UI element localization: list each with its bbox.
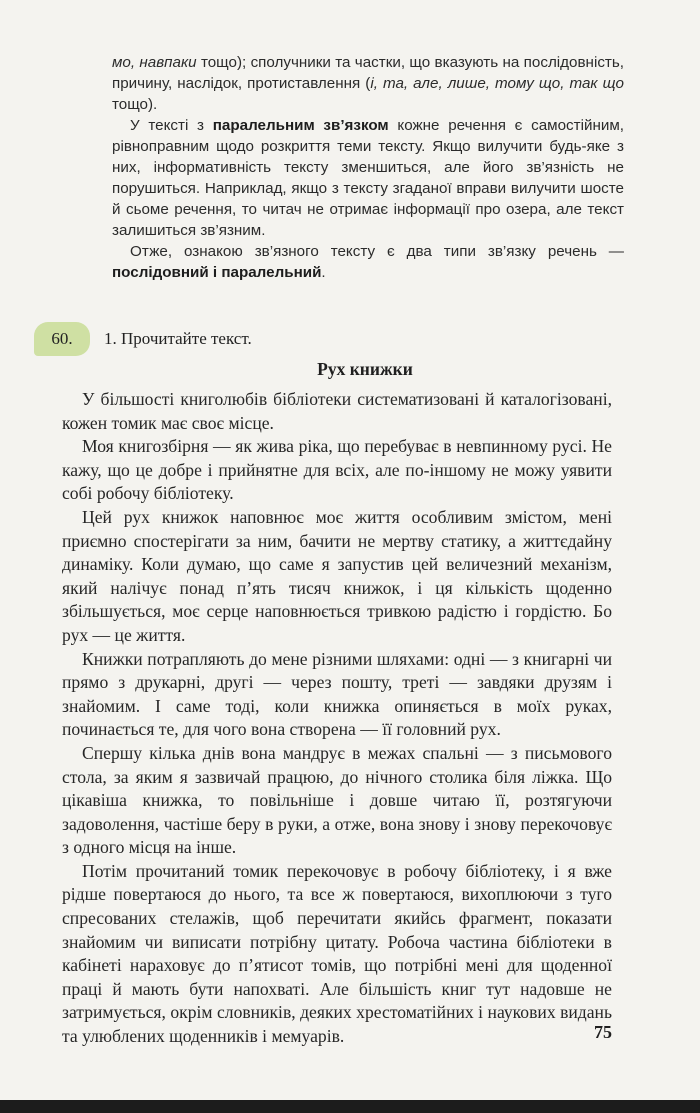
theory-conjunctions: і, та, але, лише, тому що, так що <box>370 75 624 92</box>
term-parallel: паралельний <box>221 264 322 281</box>
story-paragraph: Книжки потрапляють до мене різними шляхами: одні — з книгарні чи прямо з друкарні, другі — через пошту, треті — завдяки друзям і знайомим. І саме тоді, коли книжка опиняється в моїх руках, починається те, для чого вона створена — її головний рух. <box>62 648 612 740</box>
theory-paragraph-1: мо, навпаки тощо); сполучники та частки, що вказують на послідовність, причину, наслідок, протиставлення (і, та, але, лише, тому що, так що тощо). <box>112 54 625 113</box>
story-paragraph: Моя книгозбірня — як жива ріка, що перебуває в невпинному русі. Не кажу, що це добре і прийнятне для всіх, але по-іншому не можу уявити собі робочу бібліотеку. <box>62 436 612 504</box>
theory-example-words: мо, навпаки <box>112 54 197 71</box>
scan-edge <box>0 1100 700 1113</box>
story-paragraph: Спершу кілька днів вона мандрує в межах спальні — з письмового стола, за яким я зазвичай працюю, до нічного столика біля ліжка. Що цікавіша книжка, то повільніше і довше читаю її, розтягуючи задоволення, частіше беру в руки, а отже, вона знову і знову перекочовує з одного місця на інше. <box>62 742 612 858</box>
story-paragraph: Цей рух книжок наповнює моє життя особливим змістом, мені приємно спостерігати за ним, бачити не мертву статику, а життєдайну динаміку. Коли думаю, що саме я запустив цей величезний механізм, який налічує понад п’ять тисяч книжок, і ця кількість щоденно збільшується, моє серце наповнюється тривкою радістю і гордістю. Бо рух — це життя. <box>62 506 612 645</box>
story-paragraph: У більшості книголюбів бібліотеки систематизовані й каталогізовані, кожен томик має своє місце. <box>62 389 612 433</box>
story-text <box>62 388 612 1049</box>
term-parallel-link: паралельним зв’язком <box>212 117 389 134</box>
page-number: 75 <box>594 1022 612 1042</box>
theory-paragraph-3: Отже, ознакою зв’язного тексту є два типи зв’язку речень — послідовний і паралельний. <box>112 243 624 281</box>
theory-block <box>112 52 624 283</box>
exercise-number-badge: 60. <box>34 322 90 356</box>
story-paragraph: Потім прочитаний томик перекочовує в робочу бібліотеку, і я вже рідше повертаюся до нього, та все ж повертаюся, вихоплюючи з туго спресованих стелажів, щоб перечитати якийсь фрагмент, показати знайомим чи виписати потрібну цитату. Робоча частина бібліотеки в кабінеті нараховує до п’ятисот томів, що потрібні мені для щоденної праці й мають бути напохваті. Але більшість книг тут надовше не затримується, окрім словників, деяких хрестоматійних і наукових видань та улюблених щоденників і мемуарів. <box>62 860 612 1047</box>
exercise-task: 1. Прочитайте текст. <box>104 329 252 348</box>
term-sequential: послідовний <box>112 264 209 281</box>
theory-paragraph-2: У тексті з паралельним зв’язком кожне речення є самостійним, рівноправним щодо розкриття теми тексту. Якщо вилучити будь-яке з них, інформативність тексту зменшиться, але його зв’язність не порушиться. Наприклад, якщо з тексту згаданої вправи вилучити шосте й сьоме речення, то читач не отримає інформації про озера, але текст залишиться зв’язним. <box>112 117 624 239</box>
story-title: Рух книжки <box>317 359 413 379</box>
